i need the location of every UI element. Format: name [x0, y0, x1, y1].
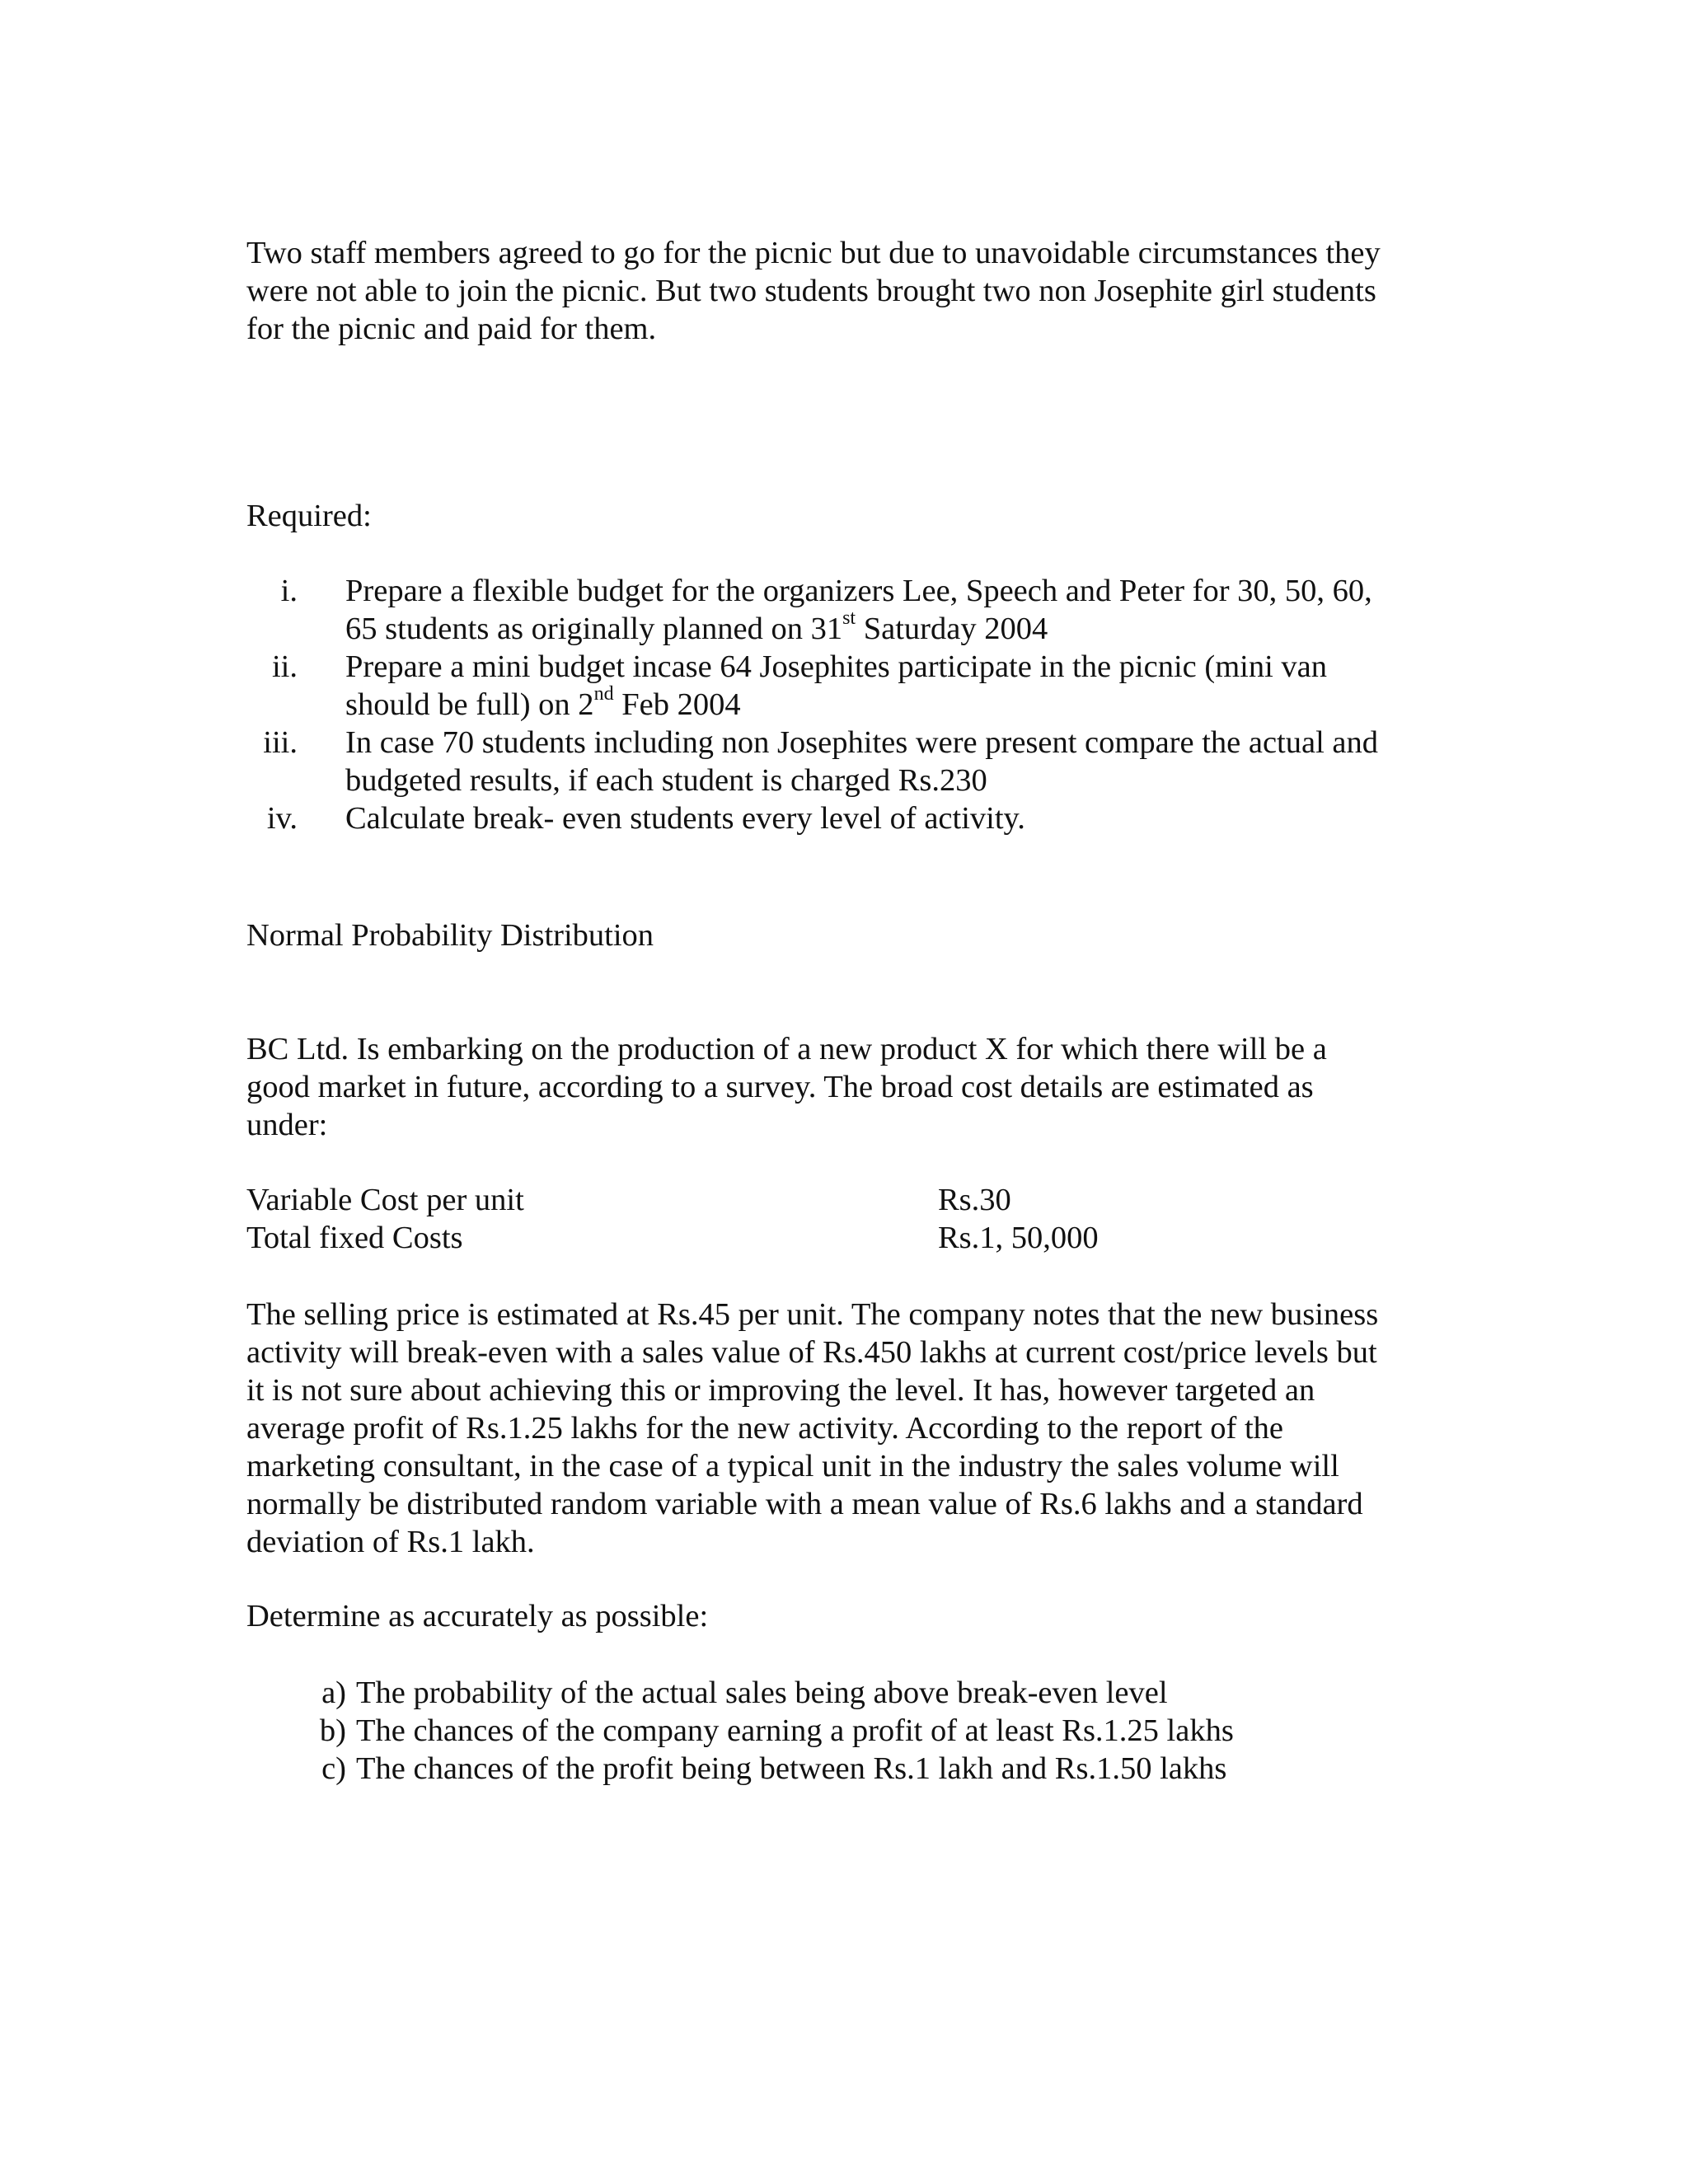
- item-text: Prepare a flexible budget for the organizers Lee, Speech and Peter for 30, 50, 60, 65 students as originally planned on 31st Saturday 2004: [345, 574, 1372, 646]
- item-text: The chances of the company earning a profit of at least Rs.1.25 lakhs: [356, 1713, 1234, 1748]
- item-number: iii.: [263, 725, 298, 760]
- determine-heading: Determine as accurately as possible:: [246, 1599, 709, 1633]
- selling-line: The selling price is estimated at Rs.45 per unit. The company notes that the new business: [246, 1297, 1379, 1332]
- cost-value: Rs.1, 50,000: [938, 1221, 1099, 1255]
- determine-item-c: [290, 1750, 1444, 1788]
- item-number: i.: [280, 574, 298, 608]
- item-text: The chances of the profit being between Rs.1 lakh and Rs.1.50 lakhs: [356, 1751, 1227, 1786]
- item-text: Prepare a mini budget incase 64 Josephites participate in the picnic (mini van should be full) on 2nd Feb 2004: [345, 649, 1327, 722]
- item-number: ii.: [271, 649, 298, 684]
- cost-label: Variable Cost per unit: [246, 1183, 524, 1217]
- selling-line: deviation of Rs.1 lakh.: [246, 1525, 535, 1559]
- item-text: The probability of the actual sales being above break-even level: [356, 1675, 1168, 1710]
- item-letter: c): [321, 1751, 346, 1786]
- selling-line: average profit of Rs.1.25 lakhs for the new activity. According to the report of the: [246, 1411, 1283, 1446]
- item-letter: b): [319, 1713, 346, 1748]
- section-title: Normal Probability Distribution: [246, 918, 654, 953]
- item-number: iv.: [266, 801, 298, 836]
- cost-value: Rs.30: [938, 1183, 1011, 1217]
- selling-line: marketing consultant, in the case of a typical unit in the industry the sales volume will: [246, 1449, 1339, 1483]
- intro-line: were not able to join the picnic. But two students brought two non Josephite girl students: [246, 274, 1376, 308]
- bc-intro-line: BC Ltd. Is embarking on the production of a new product X for which there will be a: [246, 1032, 1327, 1066]
- selling-line: normally be distributed random variable with a mean value of Rs.6 lakhs and a standard: [246, 1487, 1363, 1521]
- cost-label: Total fixed Costs: [246, 1221, 463, 1255]
- intro-paragraph: [246, 234, 1450, 348]
- determine-item-a: [290, 1674, 1444, 1712]
- intro-line: for the picnic and paid for them.: [246, 312, 657, 346]
- selling-line: it is not sure about achieving this or improving the level. It has, however targeted an: [246, 1373, 1315, 1408]
- determine-item-b: [290, 1712, 1444, 1750]
- selling-line: activity will break-even with a sales value of Rs.450 lakhs at current cost/price levels but: [246, 1335, 1377, 1370]
- item-text: Calculate break- even students every level of activity.: [345, 801, 1025, 836]
- bc-intro-line: good market in future, according to a survey. The broad cost details are estimated as: [246, 1070, 1314, 1104]
- bc-intro-paragraph: [246, 1030, 1450, 1144]
- required-heading: Required:: [246, 499, 372, 533]
- selling-paragraph: [246, 1296, 1450, 1561]
- bc-intro-line: under:: [246, 1108, 328, 1142]
- item-letter: a): [321, 1675, 346, 1710]
- intro-line: Two staff members agreed to go for the picnic but due to unavoidable circumstances they: [246, 236, 1381, 270]
- item-text: In case 70 students including non Josephites were present compare the actual and budgeted results, if each student is charged Rs.230: [345, 725, 1378, 798]
